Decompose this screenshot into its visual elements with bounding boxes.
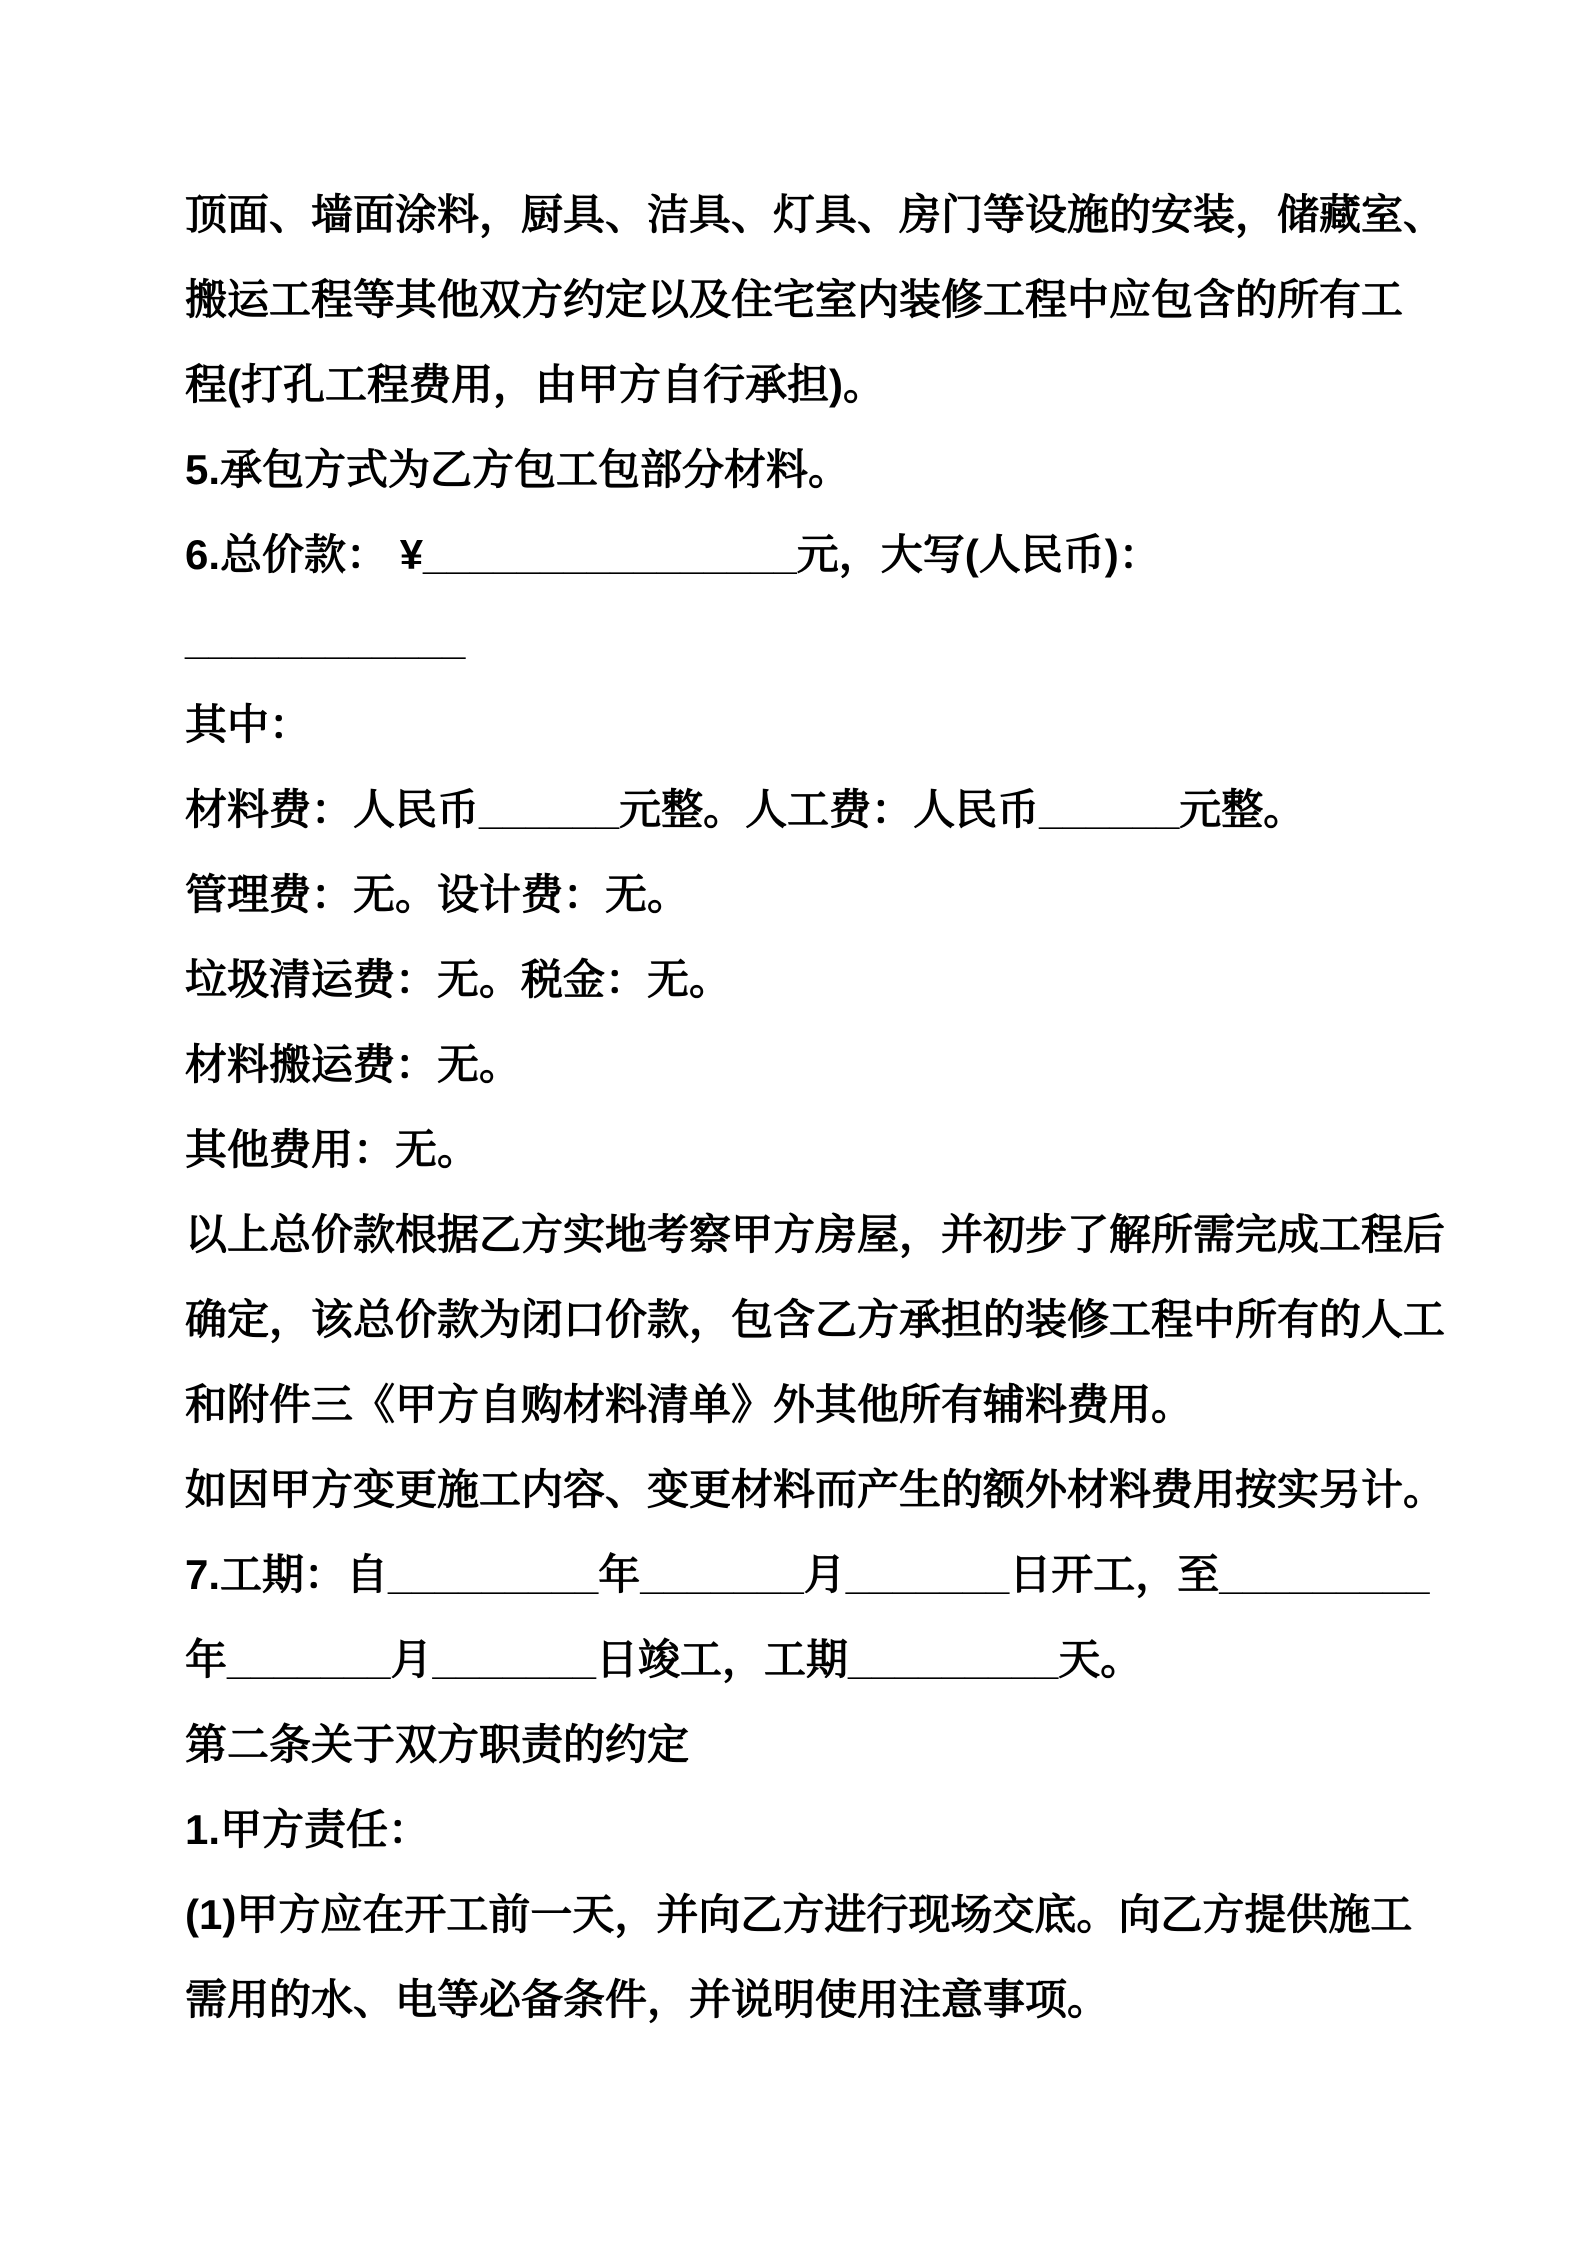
contract-text-line: 6.总价款： ¥________________元，大写(人民币)：: [185, 531, 1161, 578]
contract-text-line: 材料搬运费：无。: [185, 1041, 522, 1088]
contract-text-line: 和附件三《甲方自购材料清单》外其他所有辅料费用。: [185, 1381, 1194, 1428]
contract-text-line: 管理费：无。设计费：无。: [185, 871, 690, 918]
contract-text-line: ____________: [185, 616, 466, 663]
contract-text-line: 年_______月_______日竣工，工期_________天。: [185, 1636, 1143, 1683]
contract-text-line: 1.甲方责任：: [185, 1806, 431, 1853]
contract-text-line: 顶面、墙面涂料，厨具、洁具、灯具、房门等设施的安装，储藏室、: [185, 191, 1446, 238]
contract-text-line: 以上总价款根据乙方实地考察甲方房屋，并初步了解所需完成工程后: [185, 1211, 1446, 1258]
contract-text-body: [185, 172, 1455, 2042]
contract-text-line: 垃圾清运费：无。税金：无。: [185, 956, 732, 1003]
contract-text-line: (1)甲方应在开工前一天，并向乙方进行现场交底。向乙方提供施工: [185, 1891, 1413, 1938]
contract-text-line: 确定，该总价款为闭口价款，包含乙方承担的装修工程中所有的人工: [185, 1296, 1446, 1343]
contract-text-line: 需用的水、电等必备条件，并说明使用注意事项。: [185, 1976, 1110, 2023]
contract-text-line: 第二条关于双方职责的约定: [185, 1721, 690, 1768]
contract-text-line: 5.承包方式为乙方包工包部分材料。: [185, 446, 851, 493]
contract-text-line: 搬运工程等其他双方约定以及住宅室内装修工程中应包含的所有工: [185, 276, 1404, 323]
contract-text-line: 程(打孔工程费用，由甲方自行承担)。: [185, 361, 885, 408]
contract-text-line: 其中：: [185, 701, 312, 748]
contract-text-line: 材料费：人民币______元整。人工费：人民币______元整。: [185, 786, 1306, 833]
contract-text-line: 如因甲方变更施工内容、变更材料而产生的额外材料费用按实另计。: [185, 1466, 1446, 1513]
contract-text-line: 7.工期：自_________年_______月_______日开工，至_________: [185, 1551, 1430, 1598]
contract-text-line: 其他费用：无。: [185, 1126, 480, 1173]
